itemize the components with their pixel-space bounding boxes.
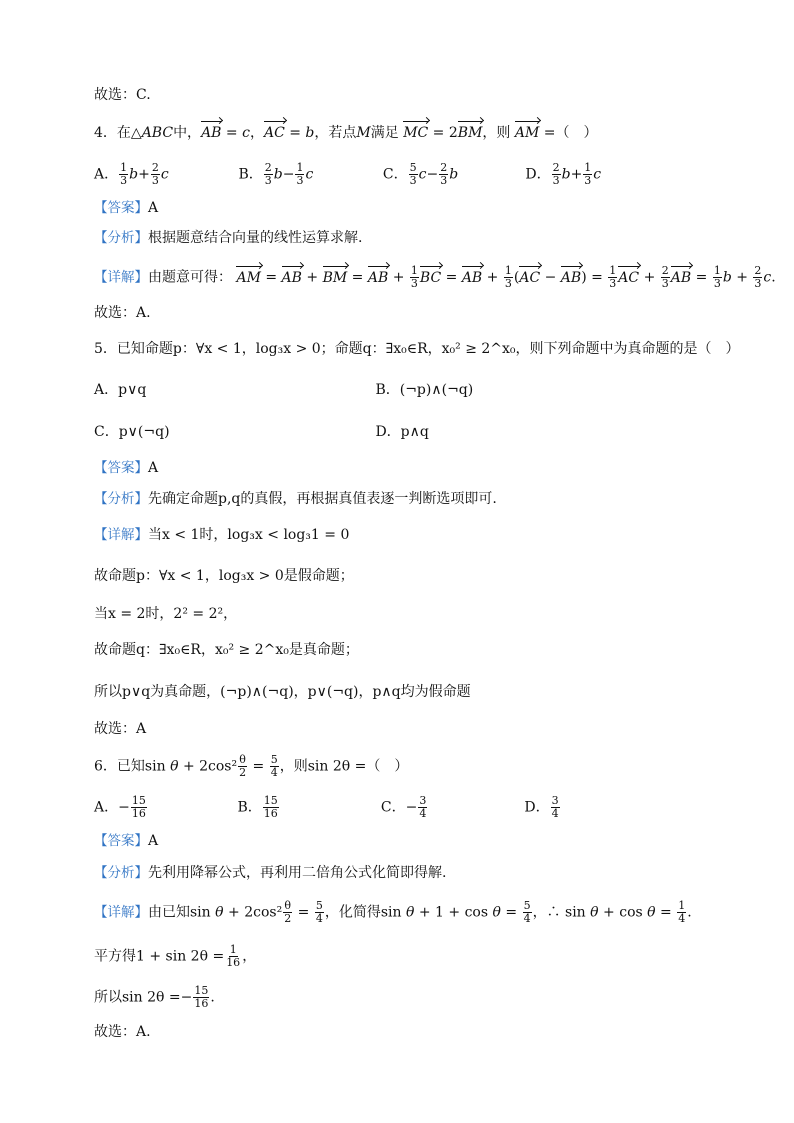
- q6-option-d[interactable]: D． $\frac{3}{4}$: [524, 794, 559, 820]
- q5-option-d[interactable]: D．p∧q: [375, 424, 429, 440]
- q5-option-c[interactable]: C．p∨(¬q): [94, 424, 170, 440]
- q4-choose: 故选：A.: [94, 305, 151, 321]
- q4-option-d[interactable]: D． $\frac{2}{3}$ b+ $\frac{1}{3}$ c: [525, 161, 602, 187]
- q5-detail: 【详解】当x < 1时，log₃x < log₃1 = 0: [94, 527, 350, 543]
- q6-option-a[interactable]: A．− $\frac{15}{16}$: [94, 794, 146, 820]
- q4-option-a[interactable]: A． $\frac{1}{3}$ b+ $\frac{2}{3}$ c: [94, 161, 169, 187]
- q5-line-3: 当x = 2时，2² = 2²，: [94, 606, 238, 622]
- q6-square-line: 平方得1 + sin 2θ = $\frac{1}{16}$ ，: [94, 943, 257, 969]
- q4-answer: 【答案】A: [94, 200, 159, 216]
- q4-detail: 【详解】由题意可得： AM = AB + BM = AB + $\frac{1}{3}$ BC = AB + $\frac{1}{3}$ (AC − AB) = $\frac{1}{3}$ AC + $\frac{2}{3}$ AB = $\frac{1}{3}$ b + $\frac{2}{3}$ c.: [94, 264, 776, 290]
- question-5-options-row2: [94, 423, 429, 441]
- q6-detail: 【详解】由已知sin θ + 2cos² $\frac{\theta}{2}$ = $\frac{5}{4}$ ，化简得sin θ + 1 + cos θ = $\frac{5}{4}$ ，∴ sin θ + cos θ = $\frac{1}{4}$ .: [94, 899, 692, 925]
- question-4-options: [94, 162, 601, 187]
- q5-answer: 【答案】A: [94, 460, 159, 476]
- q4-analysis: 【分析】根据题意结合向量的线性运算求解.: [94, 230, 363, 246]
- question-6-options: [94, 795, 561, 820]
- q6-analysis: 【分析】先利用降幂公式，再利用二倍角公式化简即得解.: [94, 865, 447, 881]
- question-5-options-row1: [94, 381, 473, 399]
- q5-option-a[interactable]: A．p∨q: [94, 382, 147, 398]
- q6-answer: 【答案】A: [94, 833, 159, 849]
- q6-so-line: 所以sin 2θ =− $\frac{15}{16}$ .: [94, 984, 215, 1010]
- q6-option-b[interactable]: B． $\frac{15}{16}$: [237, 794, 278, 820]
- q4-option-b[interactable]: B． $\frac{2}{3}$ b− $\frac{1}{3}$ c: [238, 161, 314, 187]
- q5-analysis: 【分析】先确定命题p,q的真假，再根据真值表逐一判断选项即可.: [94, 491, 497, 507]
- question-4-stem: 4．在△ABC中，AB = c，AC = b，若点M满足 MC = 2BM，则 AM =（ ）: [94, 125, 598, 141]
- prev-answer-line: 故选：C.: [94, 87, 151, 103]
- q5-option-b[interactable]: B．(¬p)∧(¬q): [375, 382, 474, 398]
- question-6-stem: 6．已知sin θ + 2cos² $\frac{\theta}{2}$ = $\frac{5}{4}$ ，则sin 2θ =（ ）: [94, 753, 409, 779]
- q6-choose: 故选：A.: [94, 1024, 151, 1040]
- q5-line-2: 故命题p：∀x < 1，log₃x > 0是假命题；: [94, 568, 354, 584]
- question-5-stem: 5．已知命题p：∀x < 1，log₃x > 0；命题q：∃x₀∈R，x₀² ≥ 2^x₀，则下列命题中为真命题的是（ ）: [94, 341, 740, 357]
- q4-option-c[interactable]: C． $\frac{5}{3}$ c− $\frac{2}{3}$ b: [382, 161, 459, 187]
- q5-line-5: 所以p∨q为真命题，(¬p)∧(¬q)，p∨(¬q)，p∧q均为假命题: [94, 684, 471, 700]
- q5-line-4: 故命题q：∃x₀∈R，x₀² ≥ 2^x₀是真命题；: [94, 642, 359, 658]
- q6-option-c[interactable]: C．− $\frac{3}{4}$: [380, 794, 427, 820]
- q5-choose: 故选：A: [94, 721, 147, 737]
